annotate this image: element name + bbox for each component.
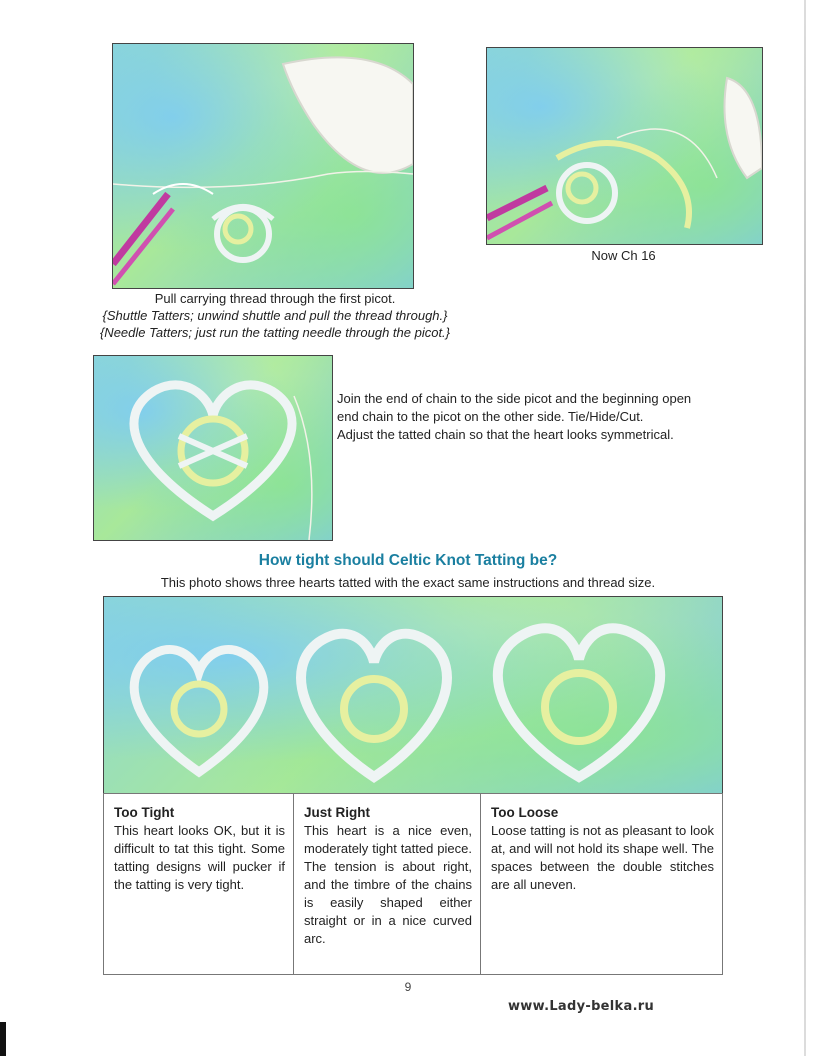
step-photo-1-caption [100, 290, 450, 307]
shuttle-note-text: {Shuttle Tatters; unwind shuttle and pull the thread through.} [102, 308, 448, 323]
step-photo-3-illustration [94, 356, 332, 540]
join-text-1: Join the end of chain to the side picot and the beginning open [337, 391, 692, 406]
page-number: 9 [404, 980, 412, 994]
column-body: Loose tatting is not as pleasant to look at, and will not hold its shape well. The spaces between the double stitches are all uneven. [491, 823, 714, 892]
site-url[interactable]: www.Lady-belka.ru [508, 999, 655, 1014]
step-photo-2 [486, 47, 763, 245]
column-heading: Too Tight [114, 805, 175, 820]
join-text-2: end chain to the picot on the other side. Tie/Hide/Cut. [337, 409, 644, 424]
comparison-table [103, 793, 723, 975]
caption-now-ch: Now Ch 16 [591, 248, 656, 263]
step-photo-3-text [337, 390, 777, 444]
column-heading: Too Loose [491, 805, 559, 820]
step-photo-2-caption [486, 247, 761, 264]
column-too-tight [104, 794, 294, 974]
column-body: This heart looks OK, but it is difficult to tat this tight. Some tatting designs will pucker if the tatting is very tight. [114, 823, 285, 892]
shuttle-note [100, 307, 450, 324]
needle-note-text: {Needle Tatters; just run the tatting needle through the picot.} [99, 325, 451, 340]
column-heading: Just Right [304, 805, 370, 820]
three-hearts-illustration [104, 597, 722, 793]
heart-too-loose [498, 628, 660, 777]
heart-too-tight [134, 649, 264, 772]
step-photo-3 [93, 355, 333, 541]
page-edge [804, 0, 806, 1056]
heart-just-right [301, 634, 447, 777]
needle-note [90, 324, 460, 341]
step-photo-2-illustration [487, 48, 762, 244]
section-subtitle: This photo shows three hearts tatted with the exact same instructions and thread size. [160, 575, 656, 590]
column-too-loose [481, 794, 722, 974]
column-body: This heart is a nice even, moderately tight tatted piece. The tension is about right, and the timbre of the chains is easily shaped either straight or in a nice curved arc. [304, 823, 472, 946]
section-title: How tight should Celtic Knot Tatting be? [258, 552, 558, 569]
step-photo-1 [112, 43, 414, 289]
step-photo-1-illustration [113, 44, 413, 288]
binding-edge [0, 1022, 6, 1056]
three-hearts-photo [103, 596, 723, 794]
column-just-right [294, 794, 481, 974]
join-text-3: Adjust the tatted chain so that the heart looks symmetrical. [337, 427, 674, 442]
caption-main: Pull carrying thread through the first picot. [154, 291, 396, 306]
